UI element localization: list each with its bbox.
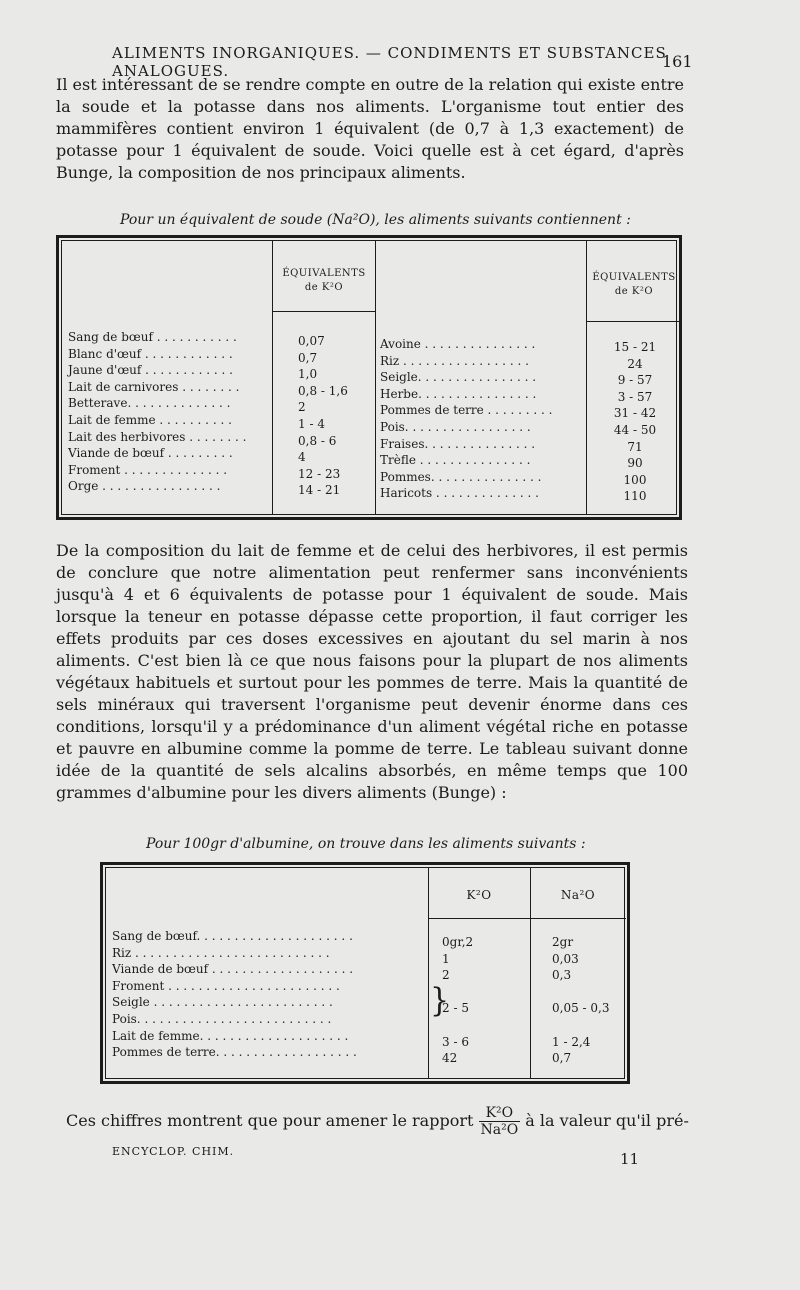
table1-right-food: Pommes de terre . . . . . . . . . — [380, 403, 553, 418]
table2-caption: Pour 100gr d'albumine, on trouve dans les aliments suivants : — [146, 836, 586, 852]
table2-food: Viande de bœuf . . . . . . . . . . . . . . . . . . . — [112, 962, 354, 977]
table1-right-food: Haricots . . . . . . . . . . . . . . — [380, 486, 539, 501]
table2-k2o-value — [442, 1017, 522, 1034]
table2-na2o-value: 0,05 - 0,3 — [552, 1001, 610, 1016]
table2-food: Sang de bœuf. . . . . . . . . . . . . . . . . . . . . — [112, 929, 353, 943]
closing-line-end: à la valeur qu'il pré- — [525, 1111, 689, 1130]
table1-left-value: 1,0 — [298, 367, 318, 382]
table2-food: Seigle . . . . . . . . . . . . . . . . . . . . . . . . — [112, 995, 333, 1010]
table1-right-values — [592, 339, 678, 505]
table1-left-value: 0,8 - 1,6 — [298, 383, 348, 398]
table1-right-value: 31 - 42 — [613, 406, 657, 421]
table2-na2o-values — [552, 934, 624, 1067]
table2-food: Pommes de terre. . . . . . . . . . . . . . . . . . . — [112, 1045, 357, 1060]
table1-left-food: Froment . . . . . . . . . . . . . . — [68, 462, 228, 477]
running-head: ALIMENTS INORGANIQUES. — CONDIMENTS ET SUBSTANCES ANALOGUES. — [112, 44, 667, 80]
table2-food: Froment . . . . . . . . . . . . . . . . . . . . . . . — [112, 978, 340, 993]
table2-na2o-value: 2gr — [552, 935, 574, 949]
footer-signature-number: 11 — [620, 1150, 640, 1168]
table2-k2o-value: 1 — [442, 951, 450, 966]
fraction-denominator: Na²O — [480, 1122, 519, 1138]
table1-right-food: Avoine . . . . . . . . . . . . . . . — [380, 337, 536, 351]
table1-right-value: 110 — [623, 489, 647, 504]
table1-left-food: Betterave. . . . . . . . . . . . . . — [68, 396, 231, 411]
table2-na2o-value: 0,3 — [552, 968, 572, 983]
table2-k2o-value: 2 — [442, 968, 450, 983]
table2-k2o-value: 42 — [442, 1051, 458, 1066]
grouping-brace: } — [430, 981, 450, 1020]
page-number: 161 — [662, 52, 693, 71]
table1-right-food: Trèfle . . . . . . . . . . . . . . . — [380, 453, 531, 468]
table1-left-food: Viande de bœuf . . . . . . . . . — [68, 446, 233, 461]
ratio-fraction — [479, 1105, 521, 1138]
fraction-numerator: K²O — [479, 1105, 521, 1122]
table1-right-food: Riz . . . . . . . . . . . . . . . . . — [380, 353, 529, 368]
table1-divider — [586, 241, 587, 514]
table1-right-food: Seigle. . . . . . . . . . . . . . . . — [380, 370, 537, 385]
table1-caption: Pour un équivalent de soude (Na²O), les aliments suivants contiennent : — [120, 212, 631, 228]
table1-left-values — [298, 333, 368, 499]
table1-left-food: Lait de femme . . . . . . . . . . — [68, 412, 232, 427]
footer-signature: ENCYCLOP. CHIM. — [112, 1145, 235, 1158]
table1-right-food: Pommes. . . . . . . . . . . . . . . — [380, 469, 542, 484]
table2-k2o-value: 3 - 6 — [442, 1034, 469, 1049]
closing-line-start: Ces chiffres montrent que pour amener le rapport — [66, 1111, 474, 1130]
table1-left-value: 4 — [298, 450, 306, 465]
table2-frame — [105, 867, 625, 1079]
table1-right-value: 100 — [623, 472, 647, 487]
table2-k2o-value: 2 - 5 — [442, 1001, 469, 1016]
table1-left-food: Blanc d'œuf . . . . . . . . . . . . — [68, 346, 233, 361]
table1-right-value: 3 - 57 — [617, 389, 653, 404]
table1-left-foods — [68, 329, 268, 495]
table2-na2o-value: 0,7 — [552, 1051, 572, 1066]
table2-k2o-value — [442, 984, 522, 1001]
intro-paragraph: Il est intéressant de se rendre compte en outre de la relation qui existe entre la soude et la potasse dans nos aliments. L'organisme tout entier des mammifères contient environ 1 équivalent (de 0,7 à 1,3 exactement) de potasse pour 1 équivalent de soude. Voici quelle est à cet égard, d'après Bunge, la composition de nos principaux aliments. — [56, 75, 684, 182]
table1-right-value: 71 — [627, 439, 643, 454]
table1-right-value: 24 — [627, 356, 643, 371]
table1-left-value: 2 — [298, 400, 306, 415]
table1-col-head-right: ÉQUIVALENTS de K²O — [592, 272, 676, 297]
table2-na2o-value: 0,03 — [552, 951, 579, 966]
table1-header-rule — [586, 321, 682, 322]
table-salts-per-100g-albumin — [100, 862, 630, 1084]
table1-frame — [61, 240, 677, 515]
table1-left-value: 0,07 — [298, 334, 325, 348]
table1-left-food: Lait de carnivores . . . . . . . . — [68, 379, 240, 394]
table1-right-food: Herbe. . . . . . . . . . . . . . . . — [380, 386, 537, 401]
table1-right-food: Pois. . . . . . . . . . . . . . . . . — [380, 419, 531, 434]
table1-left-value: 0,7 — [298, 350, 318, 365]
table1-left-food: Orge . . . . . . . . . . . . . . . . — [68, 479, 221, 494]
table1-left-food: Jaune d'œuf . . . . . . . . . . . . — [68, 363, 233, 378]
table1-right-value: 90 — [627, 456, 643, 471]
table1-right-food: Fraises. . . . . . . . . . . . . . . — [380, 436, 536, 451]
table1-right-value: 15 - 21 — [613, 340, 657, 354]
table1-left-value: 14 - 21 — [298, 483, 341, 498]
table2-food: Riz . . . . . . . . . . . . . . . . . . . . . . . . . . — [112, 945, 330, 960]
table1-right-value: 9 - 57 — [617, 373, 653, 388]
table2-food: Lait de femme. . . . . . . . . . . . . . . . . . . . — [112, 1028, 349, 1043]
table1-col-head-left: ÉQUIVALENTS de K²O — [282, 268, 366, 293]
table2-na2o-value — [552, 984, 624, 1001]
table1-left-food: Lait des herbivores . . . . . . . . — [68, 429, 247, 444]
table2-k2o-values — [442, 934, 522, 1067]
table1-divider — [375, 241, 376, 514]
table2-foods — [112, 928, 424, 1061]
table1-left-value: 12 - 23 — [298, 466, 341, 481]
table2-col-k2o: K²O — [466, 888, 492, 902]
table1-right-foods — [380, 336, 584, 502]
table2-food: Pois. . . . . . . . . . . . . . . . . . . . . . . . . . — [112, 1011, 332, 1026]
table1-divider — [272, 241, 273, 514]
table1-left-value: 0,8 - 6 — [298, 433, 337, 448]
table2-na2o-value: 1 - 2,4 — [552, 1034, 591, 1049]
middle-paragraph: De la composition du lait de femme et de celui des herbivores, il est permis de conclure que notre alimentation peut renfermer sans inconvénients jusqu'à 4 et 6 équivalents de potasse pour 1 équivalent de soude. Mais lorsque la teneur en potasse dépasse cette proportion, il faut corriger les effets produits par ces doses excessives en ajoutant du sel marin à nos aliments. C'est bien là ce que nous faisons pour la plupart de nos aliments végétaux habituels et surtout pour les pommes de terre. Mais la quantité de sels minéraux qui traversent l'organisme peut devenir énorme dans ces conditions, lorsqu'il y a prédominance d'un aliment végétal riche en potasse et pauvre en albumine comme la pomme de terre. Le tableau suivant donne idée de la quantité de sels alcalins absorbés, en même temps que 100 grammes d'albumine pour les divers aliments (Bunge) : — [56, 541, 688, 802]
closing-line — [66, 1105, 689, 1138]
table2-header-rule — [428, 918, 626, 919]
table2-k2o-value: 0gr,2 — [442, 935, 474, 949]
table2-na2o-value — [552, 1017, 624, 1034]
table-food-potash-equivalents — [56, 235, 682, 520]
table2-col-na2o: Na²O — [560, 888, 596, 902]
table1-header-rule — [272, 311, 375, 312]
table1-left-value: 1 - 4 — [298, 416, 325, 431]
table1-right-value: 44 - 50 — [613, 422, 657, 437]
table1-left-food: Sang de bœuf . . . . . . . . . . . — [68, 330, 237, 344]
